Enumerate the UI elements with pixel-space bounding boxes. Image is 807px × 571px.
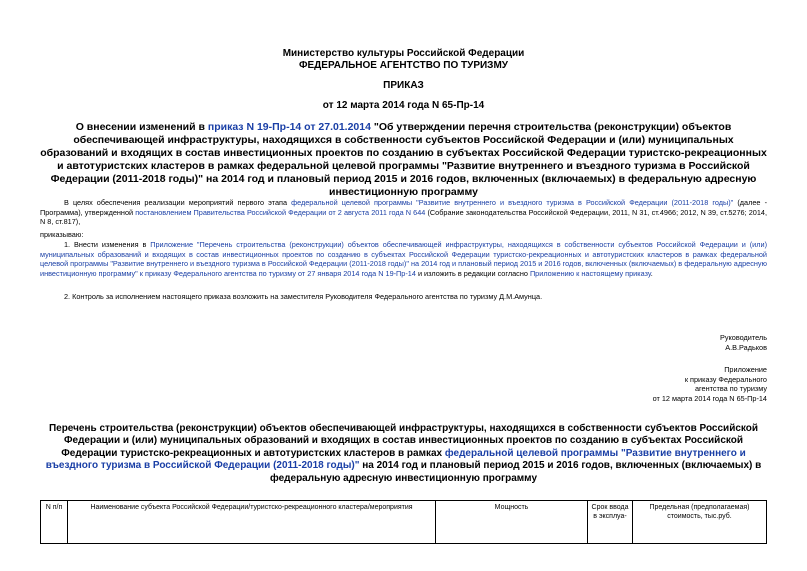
government-decree-link[interactable]: постановлением Правительства Российской Федерации от 2 августа 2011 года N 644 xyxy=(135,207,426,217)
document-type: ПРИКАЗ xyxy=(383,80,424,91)
signature-name: А.В.Радьков xyxy=(725,342,767,352)
appendix-header xyxy=(653,365,767,403)
order-item-2: 2. Контроль за исполнением настоящего приказа возложить на заместителя Руководителя Федерального агентства по туризму Д.М.Амунца. xyxy=(64,292,543,301)
col-header-name: Наименование субъекта Российской Федерации/туристско-рекреационного кластера/мероприятия xyxy=(68,501,436,544)
ministry-name: Министерство культуры Российской Федерации xyxy=(282,48,525,59)
amended-order-link[interactable]: приказ N 19-Пр-14 от 27.01.2014 xyxy=(207,121,371,133)
appendix-date: от 12 марта 2014 года N 65-Пр-14 xyxy=(652,393,767,403)
document-date-number: от 12 марта 2014 года N 65-Пр-14 xyxy=(322,100,485,111)
col-header-capacity: Мощность xyxy=(436,501,588,544)
list-program-link[interactable]: федеральной целевой программы "Развитие внутреннего и въездного туризма в Российской Федерации (2011-2018 годы)" xyxy=(45,447,746,472)
col-header-commissioning: Срок ввода в эксплуа- xyxy=(588,501,633,544)
signature-role: Руководитель xyxy=(719,333,767,342)
col-header-number: N п/п xyxy=(41,501,68,544)
orders-label: приказываю: xyxy=(40,230,84,239)
appendix-agency: агентства по туризму xyxy=(694,384,767,394)
document-title: О внесении изменений в приказ N 19-Пр-14 от 27.01.2014 "Об утверждении перечня строительства (реконструкции) объектов обеспечивающей инфраструктуры, находящихся в собственности субъектов Российской Федерации и (или) муниципальных образований и входящих в состав инвестиционных проектов по созданию в субъектах Российской Федерации туристско-рекреационных и автотуристских кластеров в рамках федеральной целевой программы "Развитие внутреннего и въездного туризма в Российской Федерации (2011-2018 годы)" на 2014 год и плановый период 2015 и 2016 годов, включенных (включаемых) в федеральную адресную инвестиционную программу xyxy=(40,121,767,198)
signature-block xyxy=(720,333,767,352)
col-header-cost: Предельная (предполагаемая) стоимость, тыс.руб. xyxy=(633,501,767,544)
appendix-link[interactable]: Приложению к настоящему приказу xyxy=(529,268,651,278)
program-link[interactable]: федеральной целевой программы "Развитие внутреннего и въездного туризма в Российской Федерации (2011-2018 годы)" xyxy=(291,198,734,207)
appendix-list-link[interactable]: Приложение "Перечень строительства (реконструкции) объектов обеспечивающей инфраструктуры, находящихся в собственности субъектов Российской Федерации и (или) муниципальных образований и входящих в состав инвестиционных проектов по созданию в субъектах Российской Федерации туристско-рекреационных и автотуристских кластеров в рамках федеральной целевой программы "Развитие внутреннего и въездного туризма в Российской Федерации (2011-2018 годы)" на 2014 год и плановый период 2015 и 2016 годов, включенных (включаемых) в федеральную адресную инвестиционную программу" к приказу Федерального агентства по туризму от 27 января 2014 года N 19-Пр-14 xyxy=(40,240,768,278)
table-header-row xyxy=(41,501,767,544)
order-item-1: 1. Внести изменения в Приложение "Перечень строительства (реконструкции) объектов обеспечивающей инфраструктуры, находящихся в собственности субъектов Российской Федерации и (или) муниципальных образований и входящих в состав инвестиционных проектов по созданию в субъектах Российской Федерации туристско-рекреационных и автотуристских кластеров в рамках федеральной целевой программы "Развитие внутреннего и въездного туризма в Российской Федерации (2011-2018 годы)" на 2014 год и плановый период 2015 и 2016 годов, включенных (включаемых) в федеральную адресную инвестиционную программу" к приказу Федерального агентства по туризму от 27 января 2014 года N 19-Пр-14 и изложить в редакции согласно Приложению к настоящему приказу. xyxy=(40,240,768,278)
objects-table xyxy=(40,500,767,544)
appendix-to-order: к приказу Федерального xyxy=(684,374,767,384)
list-title: Перечень строительства (реконструкции) объектов обеспечивающей инфраструктуры, находящихся в собственности субъектов Российской Федерации и (или) муниципальных образований и входящих в состав инвестиционных проектов по созданию в субъектах Российской Федерации туристско-рекреационных и автотуристских кластеров в рамках федеральной целевой программы "Развитие внутреннего и въездного туризма в Российской Федерации (2011-2018 годы)" на 2014 год и плановый период 2015 и 2016 годов, включенных (включаемых) в федеральную адресную инвестиционную программу xyxy=(45,423,762,484)
agency-name: ФЕДЕРАЛЬНОЕ АГЕНТСТВО ПО ТУРИЗМУ xyxy=(298,60,509,71)
intro-paragraph: В целях обеспечения реализации мероприятий первого этапа федеральной целевой программы "Развитие внутреннего и въездного туризма в Российской Федерации (2011-2018 годы)" (далее - Программа), утвержденной постановлением Правительства Российской Федерации от 2 августа 2011 года N 644 (Собрание законодательства Российской Федерации, 2011, N 31, ст.4966; 2012, N 39, ст.5276; 2014, N 8, ст.817), xyxy=(40,198,767,227)
appendix-label: Приложение xyxy=(724,365,767,374)
